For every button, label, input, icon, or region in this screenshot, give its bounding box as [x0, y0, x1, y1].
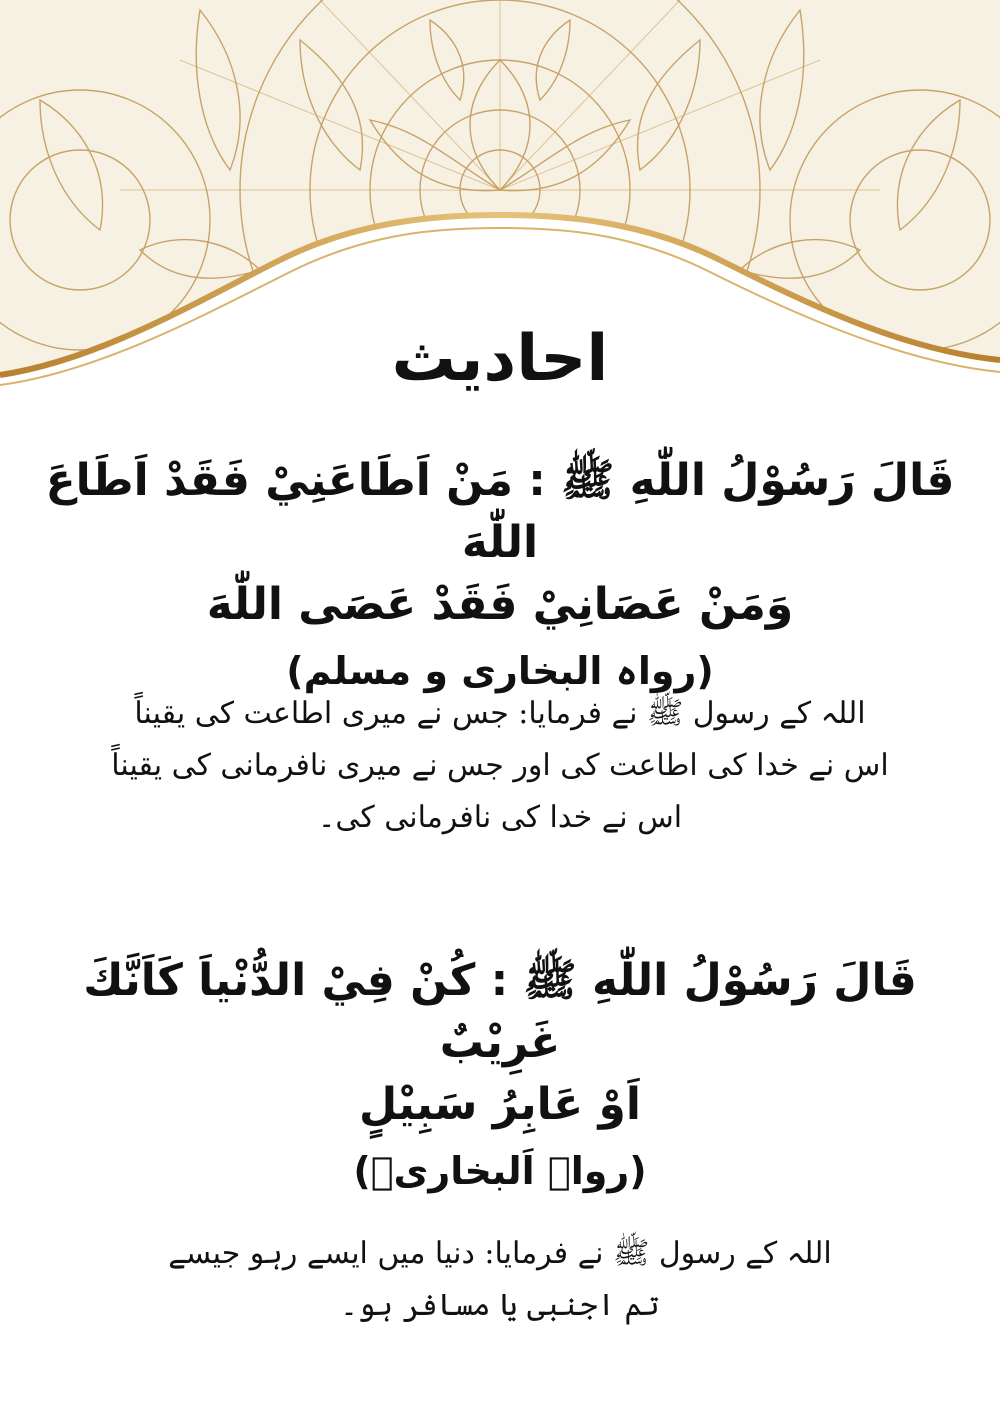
hadith-1-urdu-line-3: اس نے خدا کی نافرمانی کی۔ — [317, 800, 683, 835]
hadith-1-urdu-line-1: اللہ کے رسول ﷺ نے فرمایا: جس نے میری اطاعت کی یقیناً — [134, 696, 866, 731]
hadith-2-arabic-line-1: قَالَ رَسُوْلُ اللّٰهِ ﷺ : كُنْ فِيْ الدُّنْياَ كَاَنَّكَ غَرِيْبٌ — [83, 955, 917, 1068]
hadith-1-arabic — [40, 450, 960, 700]
hadith-2-arabic-line-2: اَوْ عَابِرُ سَبِيْلٍ — [358, 1079, 641, 1130]
hadith-1-urdu-line-2: اس نے خدا کی اطاعت کی اور جس نے میری نافرمانی کی یقیناً — [111, 748, 889, 783]
hadith-2-arabic — [40, 950, 960, 1200]
hadith-1-arabic-line-2: وَمَنْ عَصَانِيْ فَقَدْ عَصَى اللّٰهَ — [206, 579, 794, 630]
hadith-1-arabic-line-1: قَالَ رَسُوْلُ اللّٰهِ ﷺ : مَنْ اَطَاعَنِيْ فَقَدْ اَطَاعَ اللّٰهَ — [45, 455, 955, 568]
hadith-2-urdu-line-2: تم اجنبی یا مسافر ہو۔ — [340, 1288, 660, 1323]
hadith-2-reference: (رواہ اَلبخاریؒ) — [353, 1149, 647, 1193]
hadith-2-urdu-line-1: اللہ کے رسول ﷺ نے فرمایا: دنیا میں ایسے رہو جیسے — [168, 1236, 832, 1271]
page-title: احادیث — [391, 322, 609, 396]
hadith-2-urdu-translation — [70, 1228, 930, 1332]
hadith-1-reference: (رواہ البخاری و مسلم) — [286, 649, 714, 693]
hadith-1-urdu-translation — [70, 688, 930, 844]
